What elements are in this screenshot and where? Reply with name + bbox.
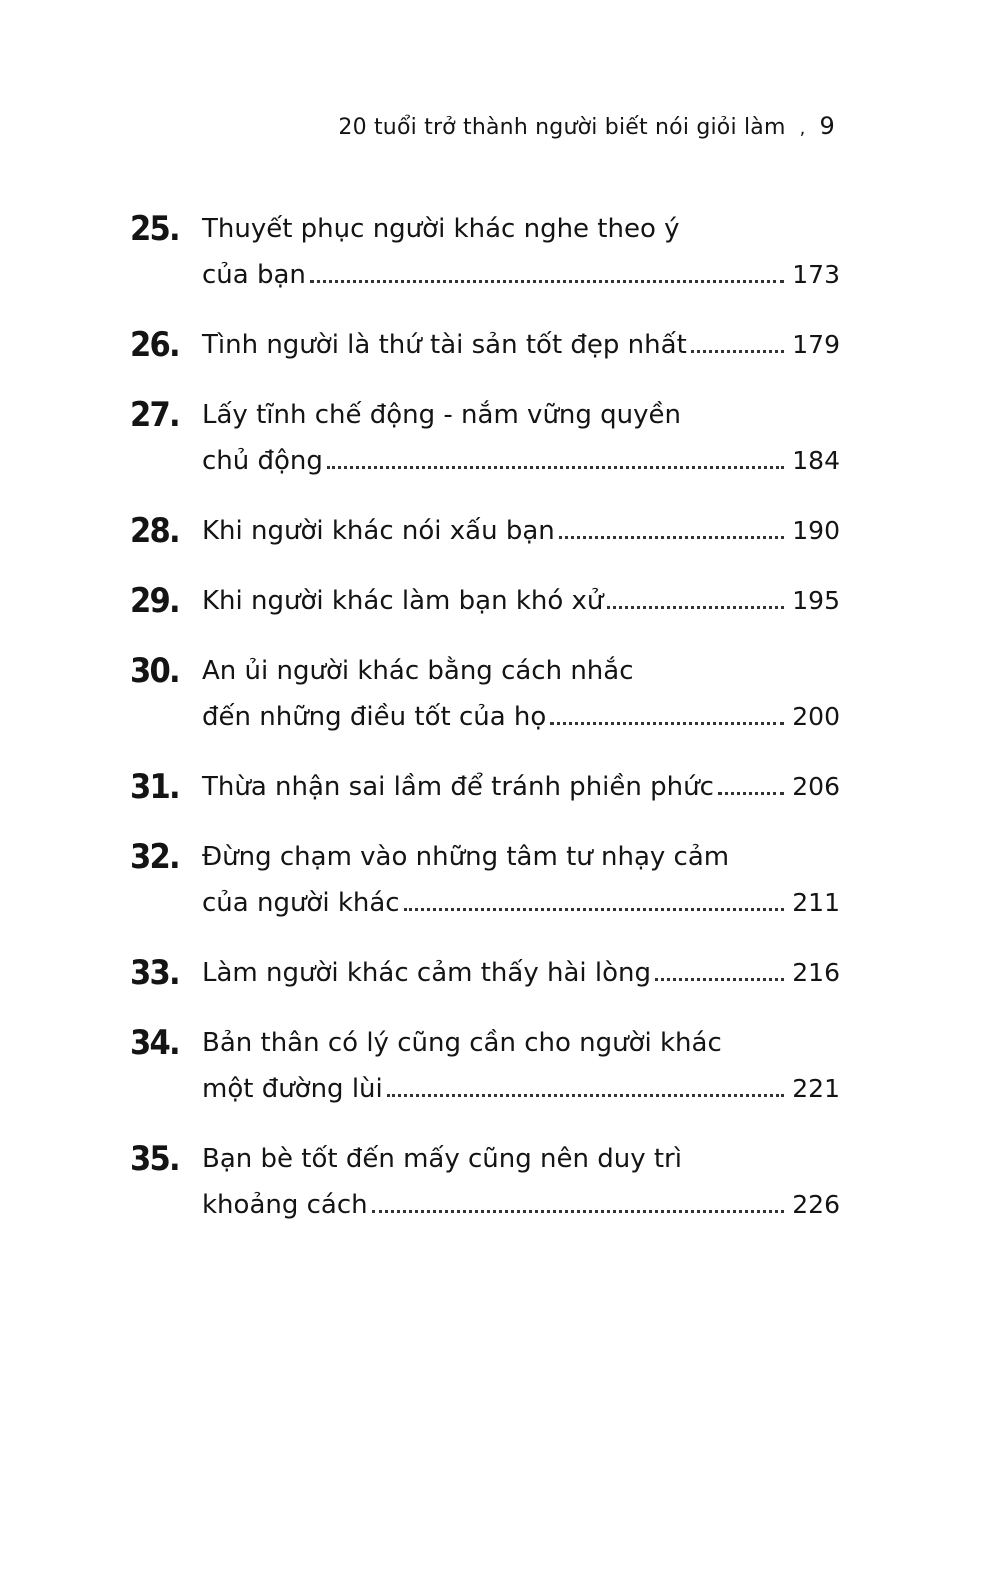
dot-leader [559, 536, 785, 539]
toc-entry-title-line: Bản thân có lý cũng cần cho người khác [202, 1028, 722, 1058]
running-title: 20 tuổi trở thành người biết nói giỏi làm [338, 115, 786, 140]
dot-leader [387, 1094, 785, 1097]
toc-entry-leader-line [202, 880, 840, 926]
toc-entry-page-number: 173 [792, 260, 840, 289]
toc-entry-number: 30. [130, 651, 179, 691]
toc-entry [130, 764, 840, 810]
toc-entry [130, 578, 840, 624]
toc-entry [130, 834, 840, 926]
toc-entry-leader-line [202, 694, 840, 740]
toc-entry-number: 27. [130, 395, 179, 435]
toc-entry-number: 33. [130, 953, 179, 993]
toc-entry-number: 25. [130, 209, 179, 249]
toc-entry [130, 508, 840, 554]
toc-entry-page-number: 184 [792, 446, 840, 475]
toc-entry-title-line: khoảng cách [202, 1190, 368, 1220]
toc-entry-leader-line [202, 508, 840, 554]
toc-entry [130, 950, 840, 996]
toc-entry [130, 206, 840, 298]
toc-entry-page-number: 211 [792, 888, 840, 917]
running-header [300, 112, 835, 140]
toc-entry-title-line: của người khác [202, 888, 400, 918]
dot-leader [718, 792, 784, 795]
toc-entry-title-line: Lấy tĩnh chế động - nắm vững quyền [202, 400, 682, 430]
toc-entry-title-line: Làm người khác cảm thấy hài lòng [202, 958, 651, 988]
page-number: 9 [819, 112, 835, 140]
toc-entry [130, 1136, 840, 1228]
toc-entry-leader-line [202, 578, 840, 624]
header-separator: , [799, 118, 806, 139]
toc-entry-page-number: 190 [792, 516, 840, 545]
toc-entry-page-number: 221 [792, 1074, 840, 1103]
toc-entry-title-line: đến những điều tốt của họ [202, 702, 547, 732]
dot-leader [327, 466, 784, 469]
toc-entry-page-number: 226 [792, 1190, 840, 1219]
toc-entry-number: 29. [130, 581, 179, 621]
toc-entry-leader-line [202, 1182, 840, 1228]
dot-leader [550, 722, 784, 725]
toc-entry-title-line: một đường lùi [202, 1074, 383, 1104]
toc-entry-title-line: Thừa nhận sai lầm để tránh phiền phức [202, 772, 714, 802]
toc-entry-title [202, 834, 840, 926]
toc-entry-number: 28. [130, 511, 179, 551]
toc-entry-title [202, 206, 840, 298]
toc-entry-title [202, 648, 840, 740]
dot-leader [691, 350, 785, 353]
toc-entry-title-line: Thuyết phục người khác nghe theo ý [202, 214, 680, 244]
toc-entry-title-line: Khi người khác nói xấu bạn [202, 516, 555, 546]
toc-entry-title [202, 1020, 840, 1112]
toc-entry-number: 26. [130, 325, 179, 365]
dot-leader [404, 908, 785, 911]
toc-entry-leader-line [202, 764, 840, 810]
dot-leader [310, 280, 784, 283]
toc-entry-leader-line [202, 252, 840, 298]
table-of-contents [130, 206, 840, 1252]
toc-entry [130, 648, 840, 740]
toc-entry-leader-line [202, 438, 840, 484]
toc-entry [130, 322, 840, 368]
toc-entry-title-line: của bạn [202, 260, 306, 290]
toc-entry [130, 1020, 840, 1112]
toc-entry-title [202, 764, 840, 810]
toc-entry-title [202, 578, 840, 624]
toc-entry-title-line: Khi người khác làm bạn khó xử [202, 586, 604, 616]
toc-entry-number: 35. [130, 1139, 179, 1179]
toc-entry-leader-line [202, 1066, 840, 1112]
toc-entry-title [202, 392, 840, 484]
toc-entry-number: 31. [130, 767, 179, 807]
toc-entry-page-number: 179 [792, 330, 840, 359]
toc-entry-title [202, 508, 840, 554]
toc-entry-page-number: 200 [792, 702, 840, 731]
toc-entry-title [202, 950, 840, 996]
toc-entry-title-line: An ủi người khác bằng cách nhắc [202, 656, 634, 686]
toc-entry-page-number: 216 [792, 958, 840, 987]
toc-entry-title-line: Tình người là thứ tài sản tốt đẹp nhất [202, 330, 687, 360]
dot-leader [372, 1210, 785, 1213]
toc-entry-leader-line [202, 950, 840, 996]
dot-leader [607, 606, 784, 609]
dot-leader [655, 978, 784, 981]
toc-entry-title-line: Bạn bè tốt đến mấy cũng nên duy trì [202, 1144, 682, 1174]
toc-entry-page-number: 195 [792, 586, 840, 615]
toc-entry-number: 34. [130, 1023, 179, 1063]
toc-entry [130, 392, 840, 484]
toc-entry-page-number: 206 [792, 772, 840, 801]
toc-entry-title-line: Đừng chạm vào những tâm tư nhạy cảm [202, 842, 730, 872]
toc-entry-number: 32. [130, 837, 179, 877]
toc-entry-title-line: chủ động [202, 446, 323, 476]
toc-entry-title [202, 1136, 840, 1228]
toc-entry-title [202, 322, 840, 368]
toc-entry-leader-line [202, 322, 840, 368]
